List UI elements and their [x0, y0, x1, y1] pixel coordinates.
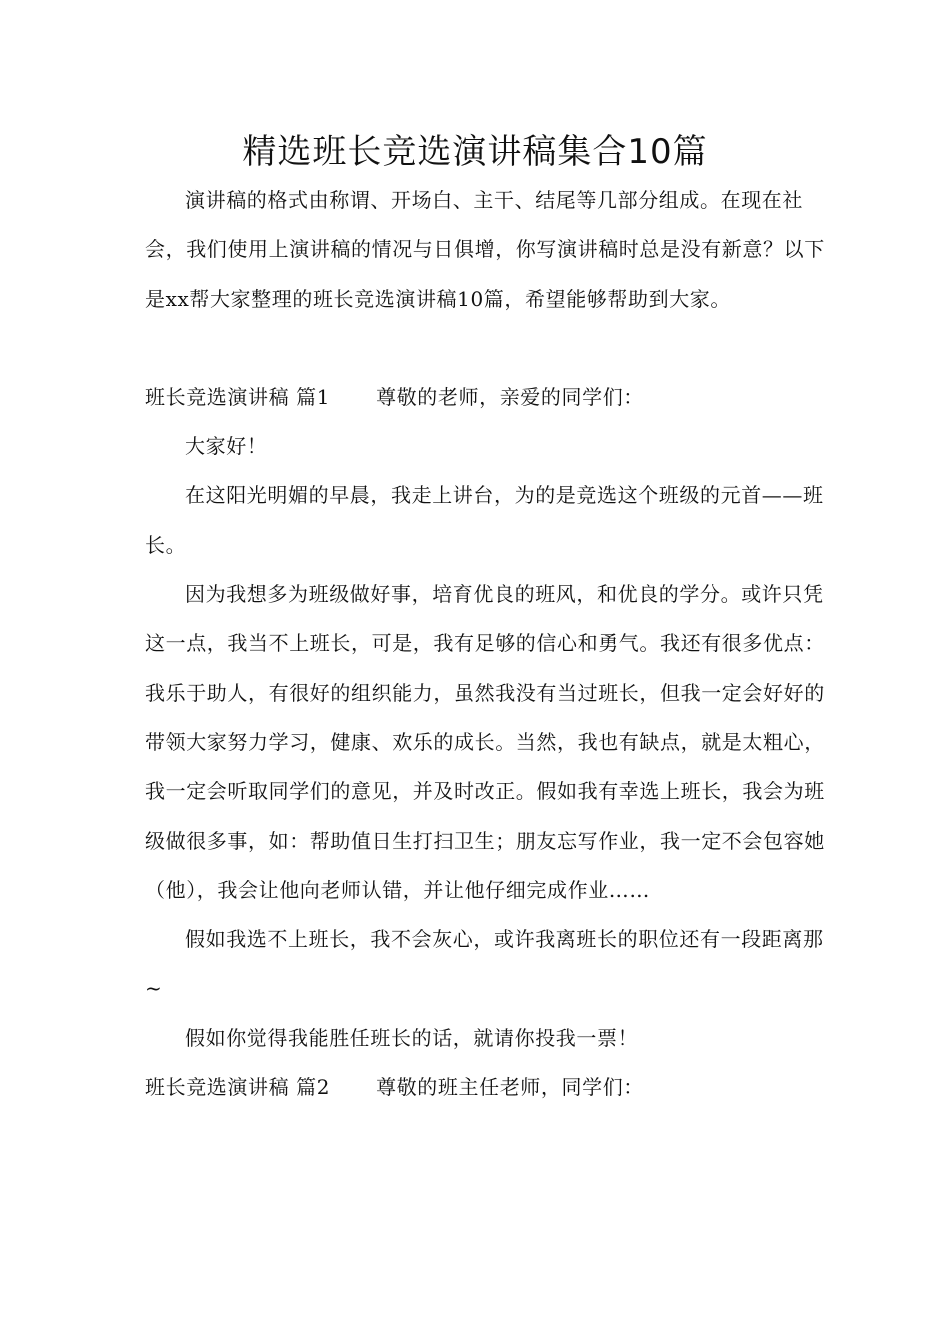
- intro-paragraph: 演讲稿的格式由称谓、开场白、主干、结尾等几部分组成。在现在社会，我们使用上演讲稿的情况与日俱增，你写演讲稿时总是没有新意？以下是xx帮大家整理的班长竞选演讲稿10篇，希望能够帮助到大家。: [145, 188, 825, 311]
- section-2-heading: 班长竞选演讲稿 篇2: [145, 1075, 331, 1100]
- section-2-heading-line: [145, 1063, 825, 1112]
- section-1-salutation: 尊敬的老师，亲爱的同学们：: [376, 384, 644, 409]
- section-1-paragraph: 在这阳光明媚的早晨，我走上讲台，为的是竞选这个班级的元首——班长。: [145, 483, 824, 557]
- blank-line: [145, 324, 825, 373]
- section-1-paragraph: 假如你觉得我能胜任班长的话，就请你投我一票！: [185, 1025, 639, 1050]
- section-2-salutation: 尊敬的班主任老师，同学们：: [376, 1075, 644, 1100]
- section-1-paragraph: 大家好！: [185, 434, 268, 459]
- document-title: 精选班长竞选演讲稿集合10篇: [242, 132, 708, 172]
- section-1-heading-line: [145, 373, 825, 422]
- section-1-paragraph: 因为我想多为班级做好事，培育优良的班风，和优良的学分。或许只凭这一点，我当不上班长，可是，我有足够的信心和勇气。我还有很多优点：我乐于助人，有很好的组织能力，虽然我没有当过班长，但我一定会好好的带领大家努力学习，健康、欢乐的成长。当然，我也有缺点，就是太粗心，我一定会听取同学们的意见，并及时改正。假如我有幸选上班长，我会为班级做很多事，如：帮助值日生打扫卫生；朋友忘写作业，我一定不会包容她（他），我会让他向老师认错，并让他仔细完成作业……: [145, 582, 825, 902]
- section-1-paragraph: 假如我选不上班长，我不会灰心，或许我离班长的职位还有一段距离那~: [145, 927, 824, 1001]
- section-1-heading: 班长竞选演讲稿 篇1: [145, 384, 331, 409]
- document-body: [145, 176, 825, 1112]
